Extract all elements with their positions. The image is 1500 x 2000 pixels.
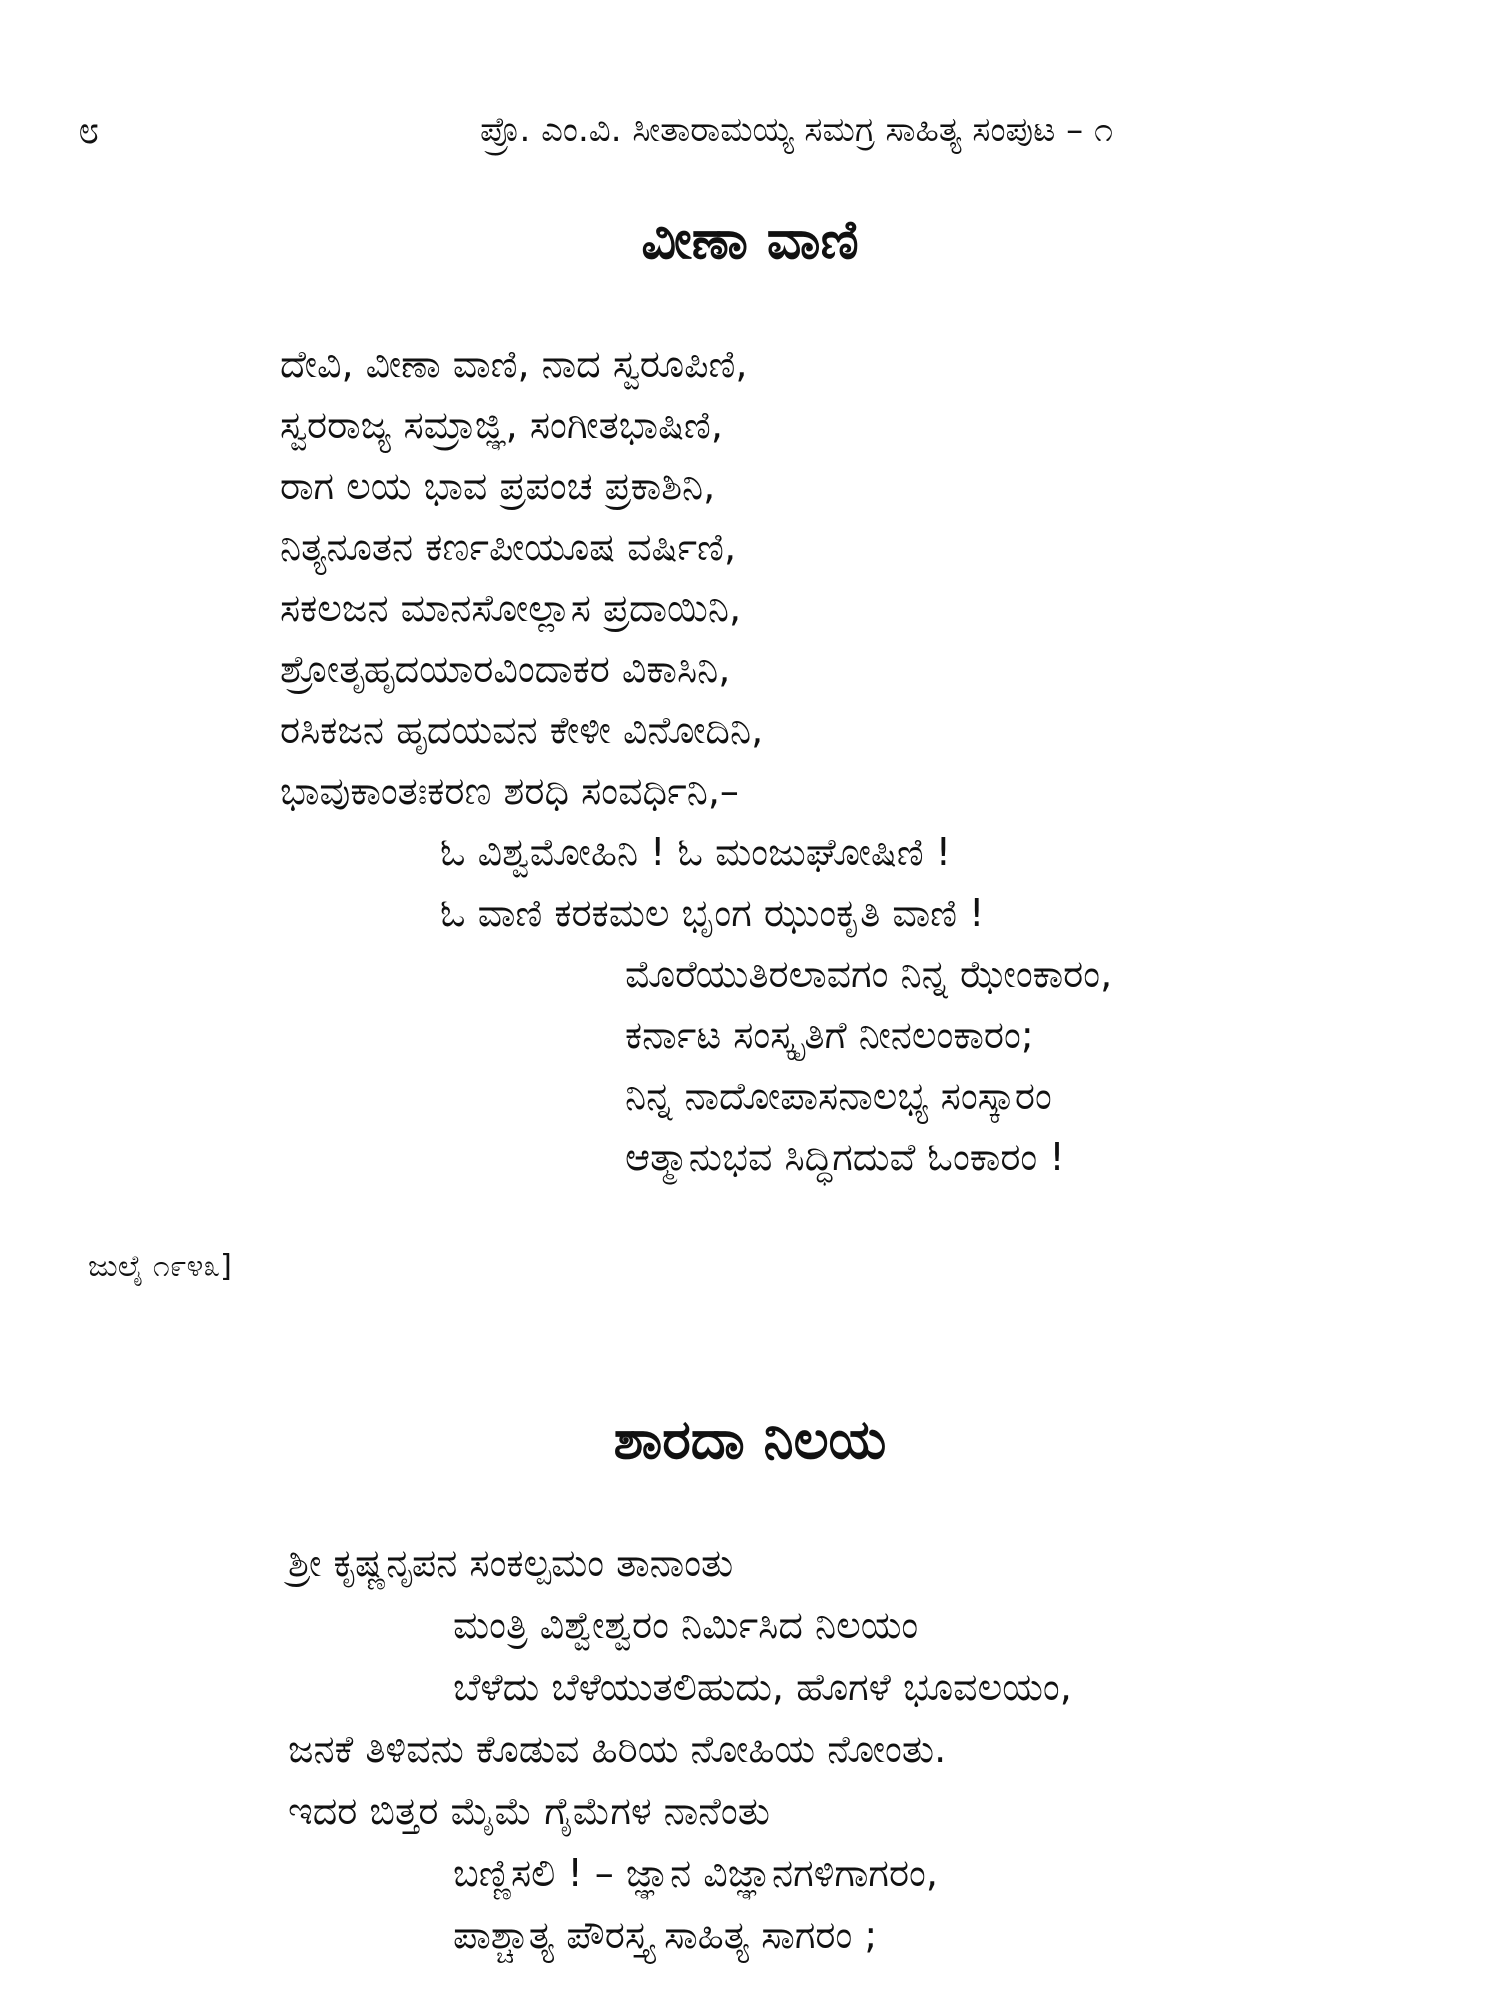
poem-line: ರಾಗ ಲಯ ಭಾವ ಪ್ರಪಂಚ ಪ್ರಕಾಶಿನಿ,	[280, 464, 716, 508]
poem-line: ಮಂತ್ರಿ ವಿಶ್ವೇಶ್ವರಂ ನಿರ್ಮಿಸಿದ ನಿಲಯಂ	[453, 1603, 919, 1647]
poem-line: ನಿತ್ಯನೂತನ ಕರ್ಣಪೀಯೂಷ ವರ್ಷಿಣಿ,	[280, 525, 737, 569]
poem-title-sharada-nilaya: ಶಾರದಾ ನಿಲಯ	[613, 1408, 887, 1471]
poem-line: ಸಕಲಜನ ಮಾನಸೋಲ್ಲಾಸ ಪ್ರದಾಯಿನಿ,	[280, 586, 742, 630]
poem-line: ಸ್ವರರಾಜ್ಯ ಸಮ್ರಾಜ್ಞಿ, ಸಂಗೀತಭಾಷಿಣಿ,	[280, 403, 723, 447]
poem-line: ಆತ್ಮಾನುಭವ ಸಿದ್ಧಿಗದುವೆ ಓಂಕಾರಂ !	[625, 1135, 1065, 1179]
poem-line: ಪಾಶ್ಚಾತ್ಯ ಪೌರಸ್ತ್ಯ ಸಾಹಿತ್ಯ ಸಾಗರಂ ;	[453, 1913, 878, 1957]
poem-date: ಜುಲೈ ೧೯೪೩]	[88, 1249, 232, 1284]
poem-line: ಓ ವಾಣಿ ಕರಕಮಲ ಭೃಂಗ ಝುಂಕೃತಿ ವಾಣಿ !	[440, 891, 985, 935]
running-header-title: ಪ್ರೊ. ಎಂ.ವಿ. ಸೀತಾರಾಮಯ್ಯ ಸಮಗ್ರ ಸಾಹಿತ್ಯ ಸಂಪುಟ – ೧	[480, 110, 1114, 150]
poem-line: ದೇವಿ, ವೀಣಾ ವಾಣಿ, ನಾದ ಸ್ವರೂಪಿಣಿ,	[280, 342, 748, 386]
poem-line: ರಸಿಕಜನ ಹೃದಯವನ ಕೇಳೀ ವಿನೋದಿನಿ,	[280, 708, 764, 752]
poem-sharada-nilaya	[288, 1532, 1072, 1966]
poem-line: ಓ ವಿಶ್ವಮೋಹಿನಿ ! ಓ ಮಂಜುಘೋಷಿಣಿ !	[440, 830, 951, 874]
poem-line: ಕರ್ನಾಟ ಸಂಸ್ಕೃತಿಗೆ ನೀನಲಂಕಾರಂ;	[625, 1013, 1034, 1057]
poem-line: ನಿನ್ನ ನಾದೋಪಾಸನಾಲಭ್ಯ ಸಂಸ್ಕಾರಂ	[625, 1074, 1052, 1118]
poem-line: ಜನಕೆ ತಿಳಿವನು ಕೊಡುವ ಹಿರಿಯ ನೋಹಿಯ ನೋಂತು.	[288, 1727, 947, 1771]
poem-line: ಮೊರೆಯುತಿರಲಾವಗಂ ನಿನ್ನ ಝೇಂಕಾರಂ,	[625, 952, 1113, 996]
poem-line: ಇದರ ಬಿತ್ತರ ಮೈಮೆ ಗೈಮೆಗಳ ನಾನೆಂತು	[288, 1789, 770, 1833]
poem-line: ಶ್ರೋತೃಹೃದಯಾರವಿಂದಾಕರ ವಿಕಾಸಿನಿ,	[280, 647, 731, 691]
poem-line: ಬಣ್ಣಿಸಲಿ ! – ಜ್ಞಾನ ವಿಜ್ಞಾನಗಳಿಗಾಗರಂ,	[453, 1851, 938, 1895]
poem-title-veena-vani: ವೀಣಾ ವಾಣಿ	[641, 208, 859, 271]
poem-line: ಶ್ರೀ ಕೃಷ್ಣನೃಪನ ಸಂಕಲ್ಪಮಂ ತಾನಾಂತು	[288, 1541, 734, 1585]
page-number: ೮	[78, 108, 100, 152]
poem-line: ಬೆಳೆದು ಬೆಳೆಯುತಲಿಹುದು, ಹೊಗಳೆ ಭೂವಲಯಂ,	[453, 1665, 1072, 1709]
poem-veena-vani	[280, 334, 1112, 1188]
poem-line: ಭಾವುಕಾಂತಃಕರಣ ಶರಧಿ ಸಂವರ್ಧಿನಿ,–	[280, 769, 739, 813]
